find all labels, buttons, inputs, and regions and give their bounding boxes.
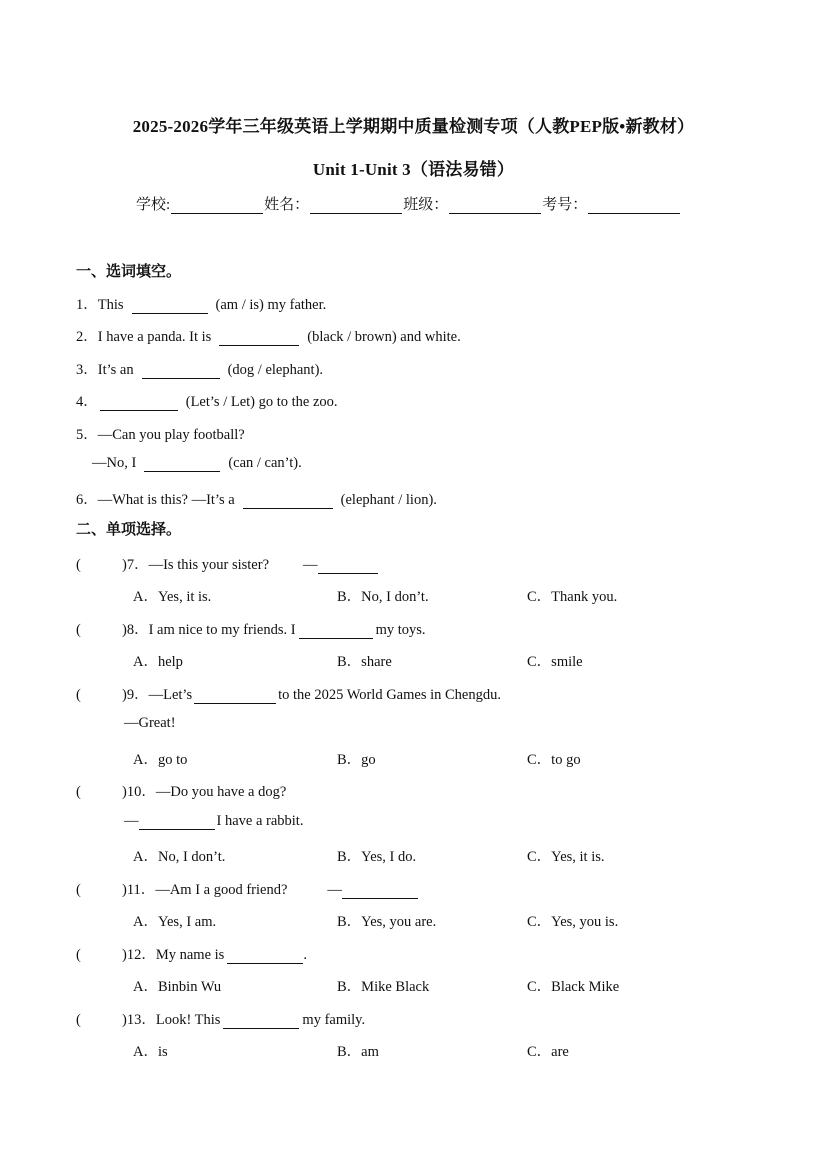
answer-blank[interactable]	[132, 298, 208, 314]
item-text: It’s an	[97, 362, 134, 378]
option-a[interactable]: A．Yes, I am.	[133, 914, 217, 930]
answer-blank[interactable]	[342, 883, 418, 899]
question-10-reply: — I have a rabbit.	[124, 813, 304, 829]
item-text: I have a panda. It is	[97, 329, 212, 345]
answer-paren[interactable]: (	[76, 882, 81, 898]
student-info-row	[136, 193, 681, 214]
question-9-reply: —Great!	[124, 715, 176, 731]
answer-paren[interactable]: (	[76, 784, 81, 800]
option-c[interactable]: C．Yes, you is.	[527, 914, 619, 930]
answer-blank[interactable]	[318, 558, 378, 574]
question-number: 7．	[126, 557, 149, 573]
option-a[interactable]: A．help	[133, 654, 183, 670]
school-label: 学校:	[136, 197, 171, 213]
fill-item-5	[76, 423, 245, 444]
question-text: Look! This	[155, 1012, 221, 1028]
option-b[interactable]: B．Yes, I do.	[337, 849, 417, 865]
option-a[interactable]: A．No, I don’t.	[133, 849, 226, 865]
exam-number-label: 考号：	[542, 197, 588, 213]
page-subtitle: Unit 1-Unit 3（语法易错）	[312, 160, 515, 179]
item-text: —Can you play football?	[97, 427, 245, 443]
answer-blank[interactable]	[139, 814, 215, 830]
section2-heading: 二、单项选择。	[76, 522, 182, 538]
question-text: —Am I a good friend?	[155, 882, 288, 898]
question-number: 9．	[126, 687, 149, 703]
option-a[interactable]: A．Yes, it is.	[133, 589, 212, 605]
school-field[interactable]	[171, 197, 263, 214]
exam-number-field[interactable]	[588, 197, 680, 214]
question-text: —Do you have a dog?	[155, 784, 287, 800]
answer-blank[interactable]	[299, 623, 373, 639]
question-number: 10．	[126, 784, 156, 800]
item-choices: (can / can’t).	[228, 455, 302, 471]
section1-heading: 一、选词填空。	[76, 264, 182, 280]
item-choices: (dog / elephant).	[227, 362, 324, 378]
fill-item-6	[76, 488, 437, 509]
option-c[interactable]: C．Thank you.	[527, 589, 618, 605]
answer-paren[interactable]: (	[76, 1012, 81, 1028]
item-text: —No, I	[92, 455, 137, 471]
item-number: 5．	[76, 427, 98, 443]
fill-item-4	[76, 390, 338, 411]
option-a[interactable]: A．is	[133, 1044, 168, 1060]
option-b[interactable]: B．Yes, you are.	[337, 914, 437, 930]
option-b[interactable]: B．No, I don’t.	[337, 589, 429, 605]
question-12: ( ) 12． My name is .	[76, 943, 307, 964]
item-text: —What is this? —It’s a	[97, 492, 235, 508]
question-7: ( ) 7． —Is this your sister? —	[76, 553, 378, 574]
option-c[interactable]: C．to go	[527, 752, 581, 768]
answer-blank[interactable]	[243, 493, 333, 509]
name-field[interactable]	[310, 197, 402, 214]
name-label: 姓名：	[264, 197, 310, 213]
question-10: ( ) 10． —Do you have a dog?	[76, 780, 286, 801]
answer-blank[interactable]	[227, 948, 303, 964]
answer-blank[interactable]	[144, 456, 220, 472]
class-label: 班级：	[403, 197, 449, 213]
fill-item-1	[76, 293, 326, 314]
question-text: —Let’s	[148, 687, 193, 703]
answer-blank[interactable]	[219, 330, 299, 346]
option-a[interactable]: A．Binbin Wu	[133, 979, 222, 995]
item-choices: (Let’s / Let) go to the zoo.	[185, 394, 338, 410]
question-number: 13．	[126, 1012, 156, 1028]
answer-blank[interactable]	[100, 395, 178, 411]
fill-item-5-answer	[92, 455, 302, 472]
item-number: 4．	[76, 394, 98, 410]
question-number: 11．	[126, 882, 156, 898]
question-text: I am nice to my friends. I	[148, 622, 296, 638]
answer-blank[interactable]	[142, 363, 220, 379]
question-text: My name is	[155, 947, 225, 963]
item-choices: (elephant / lion).	[340, 492, 437, 508]
question-11: ( ) 11． —Am I a good friend? —	[76, 878, 418, 899]
option-b[interactable]: B．share	[337, 654, 392, 670]
answer-paren[interactable]: (	[76, 622, 81, 638]
item-text: This	[97, 297, 124, 313]
option-b[interactable]: B．Mike Black	[337, 979, 430, 995]
option-c[interactable]: C．Black Mike	[527, 979, 620, 995]
option-c[interactable]: C．are	[527, 1044, 569, 1060]
option-a[interactable]: A．go to	[133, 752, 188, 768]
item-number: 1．	[76, 297, 98, 313]
item-number: 3．	[76, 362, 98, 378]
question-number: 8．	[126, 622, 149, 638]
question-8: ( ) 8． I am nice to my friends. I my toys.	[76, 618, 426, 639]
question-9: ( ) 9． —Let’s to the 2025 World Games in Chengdu.	[76, 683, 501, 704]
question-13: ( ) 13． Look! This my family.	[76, 1008, 365, 1029]
item-number: 6．	[76, 492, 98, 508]
answer-paren[interactable]: (	[76, 947, 81, 963]
answer-blank[interactable]	[223, 1013, 299, 1029]
class-field[interactable]	[449, 197, 541, 214]
option-c[interactable]: C．smile	[527, 654, 583, 670]
item-choices: (am / is) my father.	[215, 297, 327, 313]
question-text: —Is this your sister?	[148, 557, 270, 573]
answer-paren[interactable]: (	[76, 557, 81, 573]
answer-blank[interactable]	[194, 688, 276, 704]
option-b[interactable]: B．am	[337, 1044, 379, 1060]
question-number: 12．	[126, 947, 156, 963]
fill-item-3	[76, 358, 323, 379]
page-title: 2025-2026学年三年级英语上学期期中质量检测专项（人教PEP版•新教材）	[132, 117, 695, 136]
option-b[interactable]: B．go	[337, 752, 376, 768]
item-choices: (black / brown) and white.	[307, 329, 461, 345]
option-c[interactable]: C．Yes, it is.	[527, 849, 605, 865]
answer-paren[interactable]: (	[76, 687, 81, 703]
fill-item-2	[76, 325, 461, 346]
item-number: 2．	[76, 329, 98, 345]
